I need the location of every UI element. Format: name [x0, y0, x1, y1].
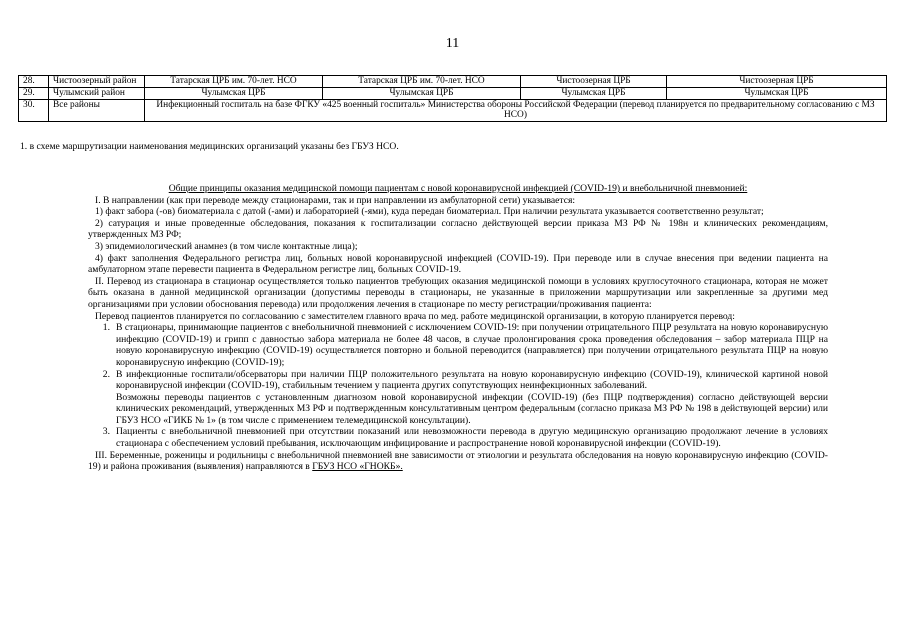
hospital-cell: Татарская ЦРБ им. 70-лет. НСО — [145, 76, 323, 88]
hospital-cell: Чулымская ЦРБ — [667, 87, 887, 99]
row-number: 29. — [19, 87, 49, 99]
paragraph-text: III. Беременные, роженицы и родильницы с внебольничной пневмонией вне зависимости от этиологии и результата обследования на новую коронавирусную инфекцию (COVID-19) и района проживания (выявления) направляются в — [88, 449, 828, 473]
paragraph: 1) факт забора (-ов) биоматериала с датой (-ами) и лабораторией (-ями), куда передан биоматериал. При наличии результата указывается соответственно результат; — [95, 206, 764, 218]
page-number: 11 — [445, 36, 460, 51]
hospital-cell: Чулымская ЦРБ — [323, 87, 521, 99]
list-text: В стационары, принимающие пациентов с внебольничной пневмонией с исключением COVID-19: при получении отрицательного ПЦР результата на новую коронавирусную инфекцию (COVID-19) и грипп с давностью забора материала не более 48 часов, в случае пролонгирования срока проведения обследования – забор материала ПЦР на новую коронавирусную инфекцию (COVID-19) осуществляется повторно и больной переводится (направляется) при получении отрицательного результата ПЦР на новую коронавирусную инфекцию (COVID-19); — [116, 322, 828, 368]
hospital-cell: Чистоозерная ЦРБ — [667, 76, 887, 88]
list-text: В инфекционные госпитали/обсерваторы при наличии ПЦР положительного результата на новую коронавирусную инфекцию (COVID-19), клинической картиной новой коронавирусной инфекции (COVID-19), стабильным течением у пациента других сопутствующих неинфекционных заболеваний. — [116, 368, 828, 392]
hospital-cell: Чулымская ЦРБ — [145, 87, 323, 99]
list-item — [88, 369, 828, 392]
table-row — [19, 99, 887, 122]
district-cell: Чулымский район — [49, 87, 145, 99]
merged-hospital-cell: Инфекционный госпиталь на базе ФГКУ «425 военный госпиталь» Министерства обороны Российской Федерации (перевод планируется по предварительному согласованию с МЗ НСО) — [145, 99, 887, 122]
table-row — [19, 87, 887, 99]
hospital-cell: Чистоозерная ЦРБ — [521, 76, 667, 88]
paragraph: 3) эпидемиологический анамнез (в том числе контактные лица); — [95, 240, 358, 252]
row-number: 30. — [19, 99, 49, 122]
list-item — [88, 322, 828, 368]
hospital-cell: Татарская ЦРБ им. 70-лет. НСО — [323, 76, 521, 88]
list-text: Пациенты с внебольничной пневмонией при отсутствии показаний или невозможности перевода в другую медицинскую организацию продолжают лечение в условиях стационара с обеспечением условий пребывания, исключающим инфицирование и распространение новой коронавирусной инфекции (COVID-19). — [116, 426, 828, 450]
paragraph — [88, 450, 828, 473]
row-number: 28. — [19, 76, 49, 88]
paragraph: Перевод пациентов планируется по согласованию с заместителем главного врача по мед. работе медицинской организации, в которую планируется перевод: — [95, 310, 735, 322]
paragraph: 2) сатурация и иные проведенные обследования, показания к госпитализации согласно действующей версии приказа МЗ РФ № 198н и клинических рекомендациям, утвержденных МЗ РФ; — [88, 217, 828, 241]
paragraph: I. В направлении (как при переводе между стационарами, так и при направлении из амбулаторной сети) указывается: — [95, 194, 576, 206]
principles-section — [88, 183, 828, 473]
list-number: 1. — [102, 322, 110, 334]
hospital-reference: ГБУЗ НСО «ГНОКБ». — [312, 461, 403, 473]
table-row — [19, 76, 887, 88]
list-subparagraph: Возможны переводы пациентов с установленным диагнозом новой коронавирусной инфекции (COVID-19) (без ПЦР подтверждения) согласно действующей версии клинических рекомендаций, утвержденных МЗ РФ и подтвержденным консультативным центром федеральным (согласно приказа МЗ РФ № 198 в действующей версии) или ГБУЗ НСО «ГИКБ № 1» (в том числе с применением телемедицинской консультации). — [116, 391, 828, 426]
routing-table — [18, 75, 887, 122]
list-number: 2. — [102, 368, 110, 380]
district-cell: Все районы — [49, 99, 145, 122]
paragraph: II. Перевод из стационара в стационар осуществляется только пациентов требующих оказания медицинской помощи в условиях круглосуточного стационара, которая не может быть оказана в данной медицинской организации (допустимы переводы в стационары, не указанные в приложении маршрутизации или закрепленные за другими мед организациями при условии обоснования перевода) или продолжения лечения в стационаре по месту регистрации/проживания пациента: — [88, 275, 828, 310]
list-item — [88, 426, 828, 449]
district-cell: Чистоозерный район — [49, 76, 145, 88]
footnote: 1. в схеме маршрутизации наименования медицинских организаций указаны без ГБУЗ НСО. — [20, 141, 399, 152]
list-number: 3. — [102, 426, 110, 438]
section-title: Общие принципы оказания медицинской помощи пациентам с новой коронавирусной инфекцией (COVID-19) и внебольничной пневмонией: — [168, 183, 748, 194]
hospital-cell: Чулымская ЦРБ — [521, 87, 667, 99]
paragraph: 4) факт заполнения Федерального регистра лиц, больных новой коронавирусной инфекцией (COVID-19). При переводе или в случае внесения при ведении пациента на амбулаторном этапе перевести пациента в Федеральном регистре лиц, больных COVID-19. — [88, 252, 828, 276]
